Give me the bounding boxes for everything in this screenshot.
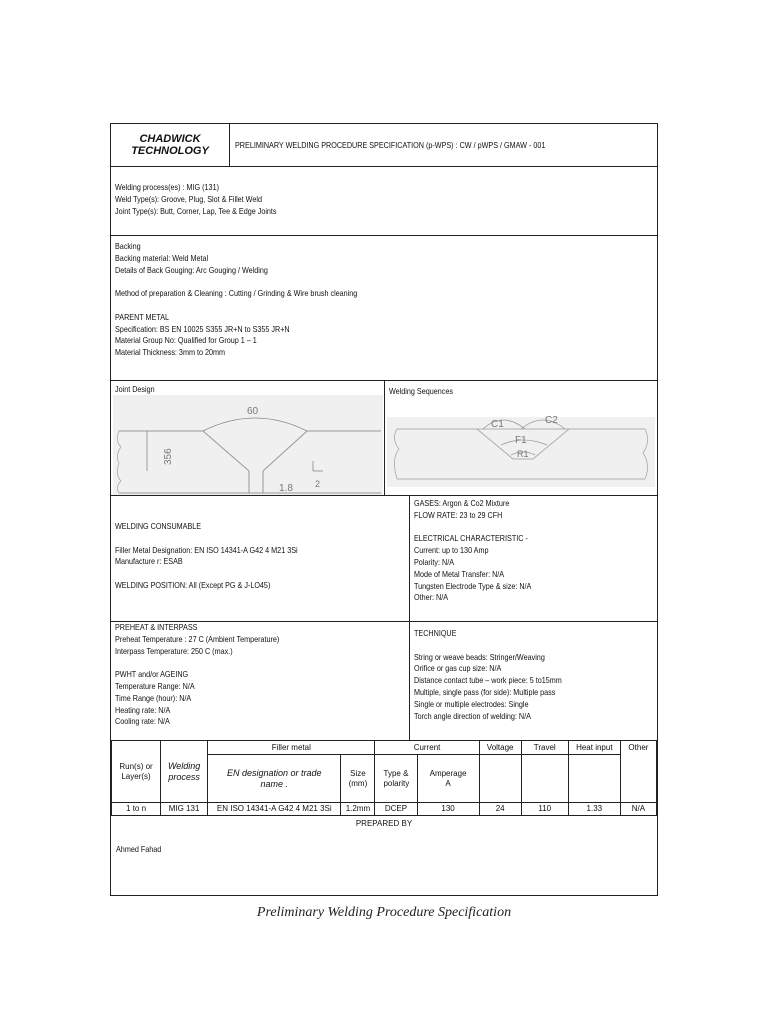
consumable-section [111, 496, 657, 622]
polarity: Polarity: N/A [414, 557, 455, 567]
designation-header: EN designation or trade name . [208, 755, 341, 803]
travel-unit [521, 755, 568, 803]
travel-header: Travel [521, 741, 568, 755]
torch-angle: Torch angle direction of welding: N/A [414, 711, 531, 721]
root-label: 2 [315, 479, 321, 489]
welding-parameters-table [111, 740, 657, 816]
back-gouging: Details of Back Gouging: Arc Gouging / Welding [115, 265, 268, 275]
prepared-by-name: Ahmed Fahad [116, 845, 162, 854]
company-line-2: TECHNOLOGY [131, 145, 209, 157]
tungsten-electrode: Tungsten Electrode Type & size: N/A [414, 581, 532, 591]
orifice-size: Orifice or gas cup size: N/A [414, 664, 502, 674]
contact-distance: Distance contact tube – work piece: 5 to15mm [414, 676, 562, 686]
document-title: PRELIMINARY WELDING PROCEDURE SPECIFICATION (p-WPS) : CW / pWPS / GMAW - 001 [235, 141, 546, 150]
voltage-unit [479, 755, 521, 803]
bead-type: String or weave beads: Stringer/Weaving [414, 652, 545, 662]
company-name [111, 124, 230, 166]
process-section [111, 167, 657, 236]
prepared-by-heading: PREPARED BY [355, 819, 413, 828]
row-size: 1.2mm [341, 803, 375, 816]
other-header: Other [620, 741, 656, 803]
row-amperage: 130 [417, 803, 479, 816]
type-header: Type & polarity [375, 755, 417, 803]
pwht-heading: PWHT and/or AGEING [115, 670, 189, 680]
row-designation: EN ISO 14341-A G42 4 M21 3Si [208, 803, 341, 816]
filler-designation: Filler Metal Designation: EN ISO 14341-A G42 4 M21 3Si [115, 545, 298, 555]
material-group: Material Group No: Qualified for Group 1 – 1 [115, 336, 257, 346]
other-electrical: Other: N/A [414, 593, 449, 603]
design-section [111, 381, 657, 496]
backing-section [111, 236, 657, 381]
row-voltage: 24 [479, 803, 521, 816]
joint-types: Joint Type(s): Butt, Corner, Lap, Tee & Edge Joints [115, 206, 277, 216]
amperage-header: Amperage A [417, 755, 479, 803]
temperature-range: Temperature Range: N/A [115, 681, 195, 691]
welding-sequences-label: Welding Sequences [389, 387, 453, 396]
table-row [112, 803, 657, 816]
parent-specification: Specification: BS EN 10025 S355 JR+N to S355 JR+N [115, 324, 290, 334]
voltage-header: Voltage [479, 741, 521, 755]
backing-material: Backing material: Weld Metal [115, 253, 209, 263]
electrode-count: Single or multiple electrodes: Single [414, 699, 529, 709]
joint-design-label: Joint Design [115, 385, 155, 394]
runs-header: Run(s) or Layer(s) [112, 741, 161, 803]
process-header: Welding process [161, 741, 208, 803]
weld-types: Weld Type(s): Groove, Plug, Slot & Fillet Weld [115, 194, 262, 204]
row-travel: 110 [521, 803, 568, 816]
figure-caption: Preliminary Welding Procedure Specification [256, 905, 512, 920]
backing-heading: Backing [115, 242, 141, 251]
welding-position: WELDING POSITION: All (Except PG & J-LO45) [115, 580, 271, 590]
header-section [111, 124, 657, 167]
gap-label: 1.8 [279, 483, 293, 494]
heating-rate: Heating rate: N/A [115, 705, 171, 715]
size-header: Size (mm) [341, 755, 375, 803]
wps-document [110, 123, 658, 896]
flow-rate: FLOW RATE: 23 to 29 CFH [414, 510, 503, 520]
preheat-heading: PREHEAT & INTERPASS [115, 623, 198, 632]
pass-type: Multiple, single pass (for side): Multiple pass [414, 687, 556, 697]
welding-process: Welding process(es) : MIG (131) [115, 183, 219, 192]
filler-header: Filler metal [208, 741, 375, 755]
manufacturer: Manufacture r: ESAB [115, 557, 183, 567]
heat-input-header: Heat input [568, 741, 620, 755]
joint-design-drawing [113, 395, 383, 495]
row-heat-input: 1.33 [568, 803, 620, 816]
cleaning-method: Method of preparation & Cleaning : Cutting / Grinding & Wire brush cleaning [115, 289, 358, 299]
metal-transfer: Mode of Metal Transfer: N/A [414, 569, 505, 579]
electrical-heading: ELECTRICAL CHARACTERISTIC - [414, 534, 528, 544]
row-other: N/A [620, 803, 656, 816]
row-runs: 1 to n [112, 803, 161, 816]
row-type: DCEP [375, 803, 417, 816]
row-process: MIG 131 [161, 803, 208, 816]
welding-sequence-drawing [387, 409, 655, 495]
seq-c2-label: C2 [545, 415, 558, 426]
company-line-1: CHADWICK [139, 133, 201, 145]
preheat-section [111, 622, 657, 741]
current: Current: up to 130 Amp [414, 546, 489, 556]
material-thickness: Material Thickness: 3mm to 20mm [115, 348, 225, 358]
seq-c1-label: C1 [491, 419, 504, 430]
time-range: Time Range (hour): N/A [115, 693, 192, 703]
angle-label: 60 [247, 406, 259, 417]
consumable-heading: WELDING CONSUMABLE [115, 522, 202, 531]
seq-f1-label: F1 [515, 435, 527, 446]
heat-input-unit [568, 755, 620, 803]
depth-label: 356 [163, 448, 174, 465]
seq-r1-label: R1 [517, 449, 529, 459]
current-header: Current [375, 741, 479, 755]
parent-metal-heading: PARENT METAL [115, 312, 170, 322]
cooling-rate: Cooling rate: N/A [115, 717, 170, 727]
preheat-temperature: Preheat Temperature : 27 C (Ambient Temperature) [115, 634, 280, 644]
gases: GASES: Argon & Co2 Mixture [414, 499, 510, 508]
technique-heading: TECHNIQUE [414, 629, 457, 638]
interpass-temperature: Interpass Temperature: 250 C (max.) [115, 646, 233, 656]
